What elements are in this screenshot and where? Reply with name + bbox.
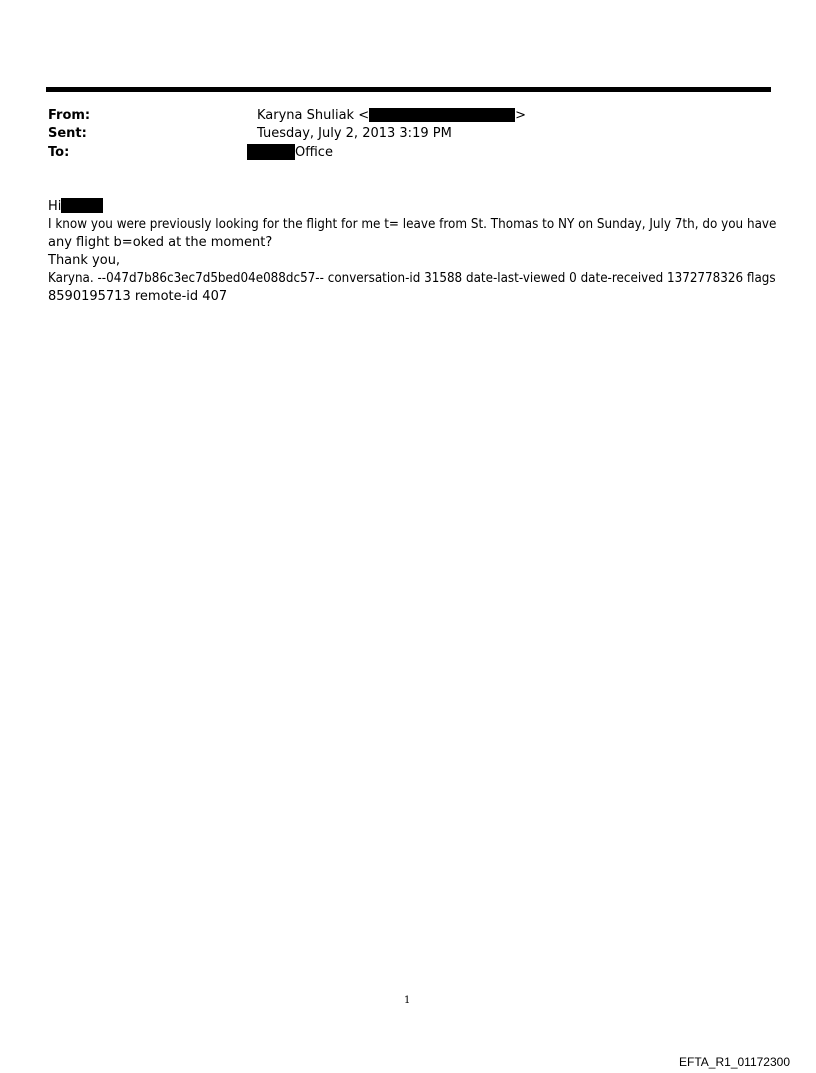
to-value xyxy=(247,144,333,162)
from-value xyxy=(257,107,526,125)
from-label: From: xyxy=(48,108,91,123)
header-rule xyxy=(46,87,771,92)
sent-value: Tuesday, July 2, 2013 3:19 PM xyxy=(257,126,452,141)
body-line-2: any flight b=oked at the moment? xyxy=(48,235,273,250)
body-line-5: 8590195713 remote-id 407 xyxy=(48,289,228,304)
document-id: EFTA_R1_01172300 xyxy=(679,1055,790,1069)
body-line-3: Thank you, xyxy=(48,253,121,268)
recipient-office: Office xyxy=(295,145,333,160)
body-line-1: I know you were previously looking for the flight for me t= leave from St. Thomas to NY on Sunday, July 7th, do you have xyxy=(48,217,777,232)
sender-name: Karyna Shuliak < xyxy=(257,108,370,123)
page-number: 1 xyxy=(404,995,411,1006)
sent-label: Sent: xyxy=(48,126,87,141)
greeting xyxy=(48,198,103,216)
body-line-4: Karyna. --047d7b86c3ec7d5bed04e088dc57-- conversation-id 31588 date-last-viewed 0 date-received 1372778326 flags xyxy=(48,271,776,286)
sender-email-end: > xyxy=(515,108,527,123)
greeting-text: Hi xyxy=(48,199,62,214)
redaction-box xyxy=(369,108,515,122)
redaction-box xyxy=(61,198,103,213)
to-label: To: xyxy=(48,145,70,160)
redaction-box xyxy=(247,144,295,160)
